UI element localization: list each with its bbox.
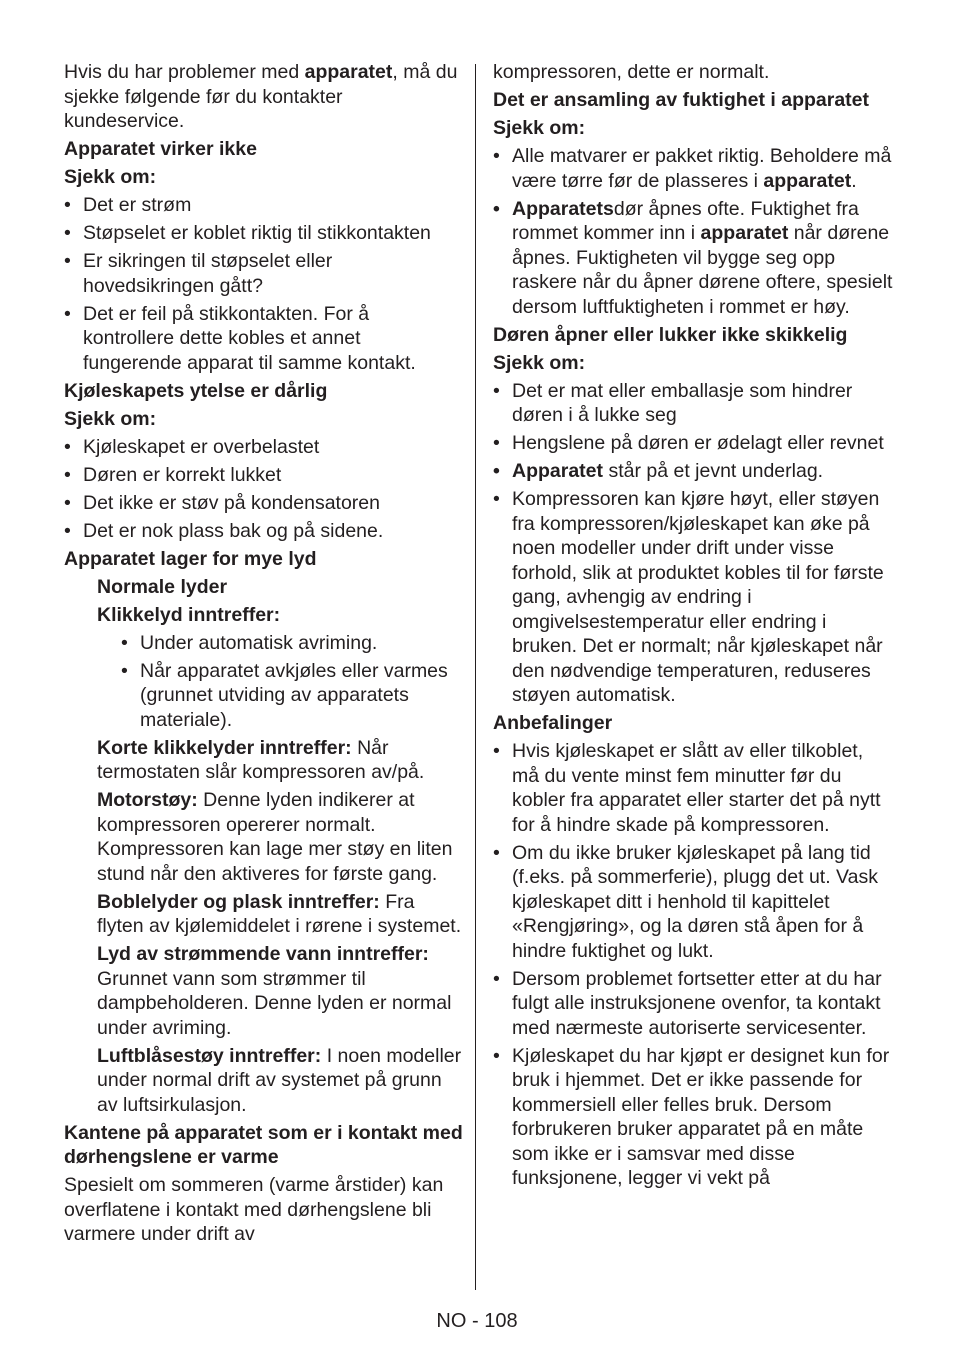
- intro-paragraph: Hvis du har problemer med apparatet, må du sjekke følgende før du kontakter kundeservice.: [64, 61, 458, 132]
- check-label: Sjekk om:: [64, 407, 157, 430]
- air-noise-paragraph: Luftblåsestøy inntreffer: I noen modeller under normal drift av systemet på grunn av luftsirkulasjon.: [97, 1044, 462, 1116]
- list-item: • Om du ikke bruker kjøleskapet på lang tid (f.eks. på sommerferie), plugg det ut. Vask kjøleskapet ditt i henhold til kapittelet «Rengjøring», og la døren stå åpen for å hindre fuktighet og lukt.: [493, 841, 895, 964]
- list-item: • Dersom problemet fortsetter etter at du har fulgt alle instruksjonene ovenfor, ta kontakt med nærmeste autoriserte servicesenter.: [493, 967, 895, 1041]
- list-item: • Under automatisk avriming.: [121, 631, 464, 656]
- list-item: • Apparatet står på et jevnt underlag.: [493, 459, 895, 484]
- list-item: • Hengslene på døren er ødelagt eller revnet: [493, 431, 895, 456]
- list-item: • Kjøleskapet du har kjøpt er designet kun for bruk i hjemmet. Det er ikke passende for kommersiell eller felles bruk. Dersom forbrukeren bruker apparatet på en måte som ikke er i samsvar med disse funksjonene, legger vi vekt på: [493, 1044, 895, 1191]
- list-item: • Når apparatet avkjøles eller varmes (grunnet utviding av apparatets materiale).: [121, 659, 464, 733]
- bubble-noise-paragraph: Boblelyder og plask inntreffer: Fra flyten av kjølemiddelet i rørene i systemet.: [97, 890, 462, 937]
- water-noise-paragraph: Lyd av strømmende vann inntreffer: Grunnet vann som strømmer til dampbeholderen. Denne lyden er normal under avriming.: [97, 943, 452, 1039]
- check-list-not-working: [64, 193, 464, 375]
- section-heading-moisture: Det er ansamling av fuktighet i apparatet: [493, 89, 870, 111]
- list-item: • Det ikke er støv på kondensatoren: [64, 491, 464, 516]
- list-item: • Alle matvarer er pakket riktig. Beholdere må være tørre før de plasseres i apparatet.: [493, 144, 895, 193]
- section-heading-door: Døren åpner eller lukker ikke skikkelig: [493, 323, 848, 346]
- list-item: • Er sikringen til støpselet eller hovedsikringen gått?: [64, 249, 464, 298]
- list-item: • Apparatetsdør åpnes ofte. Fuktighet fra rommet kommer inn i apparatet når dørene åpnes. Fuktigheten vil bygge seg opp raskere når du åpner dørene oftere, spesielt dersom luftfuktigheten i rommet er høy.: [493, 197, 895, 320]
- list-item: • Døren er korrekt lukket: [64, 463, 464, 488]
- section-heading-not-working: Apparatet virker ikke: [64, 138, 257, 160]
- list-item: • Det er feil på stikkontakten. For å kontrollere dette kobles et annet fungerende apparat til samme kontakt.: [64, 302, 464, 376]
- short-click-paragraph: Korte klikkelyder inntreffer: Når termostaten slår kompressoren av/på.: [97, 736, 425, 783]
- list-item: • Støpselet er koblet riktig til stikkontakten: [64, 221, 464, 246]
- warm-edges-paragraph: Spesielt om sommeren (varme årstider) kan overflatene i kontakt med dørhengslene bli varmere under drift av: [64, 1174, 444, 1245]
- continued-paragraph: kompressoren, dette er normalt.: [493, 61, 770, 83]
- right-column: [493, 60, 895, 1194]
- section-heading-warm-edges: Kantene på apparatet som er i kontakt med dørhengslene er varme: [64, 1121, 463, 1168]
- section-heading-noise: Apparatet lager for mye lyd: [64, 547, 317, 570]
- list-item: • Kjøleskapet er overbelastet: [64, 435, 464, 460]
- column-divider: [475, 64, 476, 1290]
- list-item: • Det er strøm: [64, 193, 464, 218]
- check-list-moisture: [493, 144, 895, 319]
- list-item: • Det er nok plass bak og på sidene.: [64, 519, 464, 544]
- check-label: Sjekk om:: [493, 117, 586, 139]
- list-item: • Hvis kjøleskapet er slått av eller tilkoblet, må du vente minst fem minutter før du kobler fra apparatet eller starter det på nytt for å hindre skade på kompressoren.: [493, 739, 895, 837]
- motor-noise-paragraph: Motorstøy: Denne lyden indikerer at kompressoren opererer normalt. Kompressoren kan lage mer støy en liten stund når den aktiveres for første gang.: [97, 789, 453, 885]
- check-list-performance: [64, 435, 464, 544]
- check-label: Sjekk om:: [64, 166, 157, 188]
- left-column: [64, 60, 464, 1250]
- list-item: • Kompressoren kan kjøre høyt, eller støyen fra kompressoren/kjøleskapet kan øke på noen modeller under drift under visse forhold, slik at produktet kobles til for første gang, avhengig av endring i omgivelsestemperatur eller endring i bruken. Det er normalt; når kjøleskapet når den nødvendige temperaturen, reduseres støyen automatisk.: [493, 487, 895, 708]
- check-list-door: [493, 379, 895, 708]
- click-sound-list: [121, 631, 464, 733]
- check-label: Sjekk om:: [493, 351, 586, 374]
- recommendations-list: [493, 739, 895, 1191]
- section-heading-poor-performance: Kjøleskapets ytelse er dårlig: [64, 379, 328, 402]
- list-item: • Det er mat eller emballasje som hindrer døren i å lukke seg: [493, 379, 895, 428]
- subheading-click-sound: Klikkelyd inntreffer:: [97, 603, 281, 626]
- section-heading-recommendations: Anbefalinger: [493, 712, 613, 734]
- page-number: NO - 108: [436, 1310, 518, 1332]
- subheading-normal-sounds: Normale lyder: [97, 575, 228, 598]
